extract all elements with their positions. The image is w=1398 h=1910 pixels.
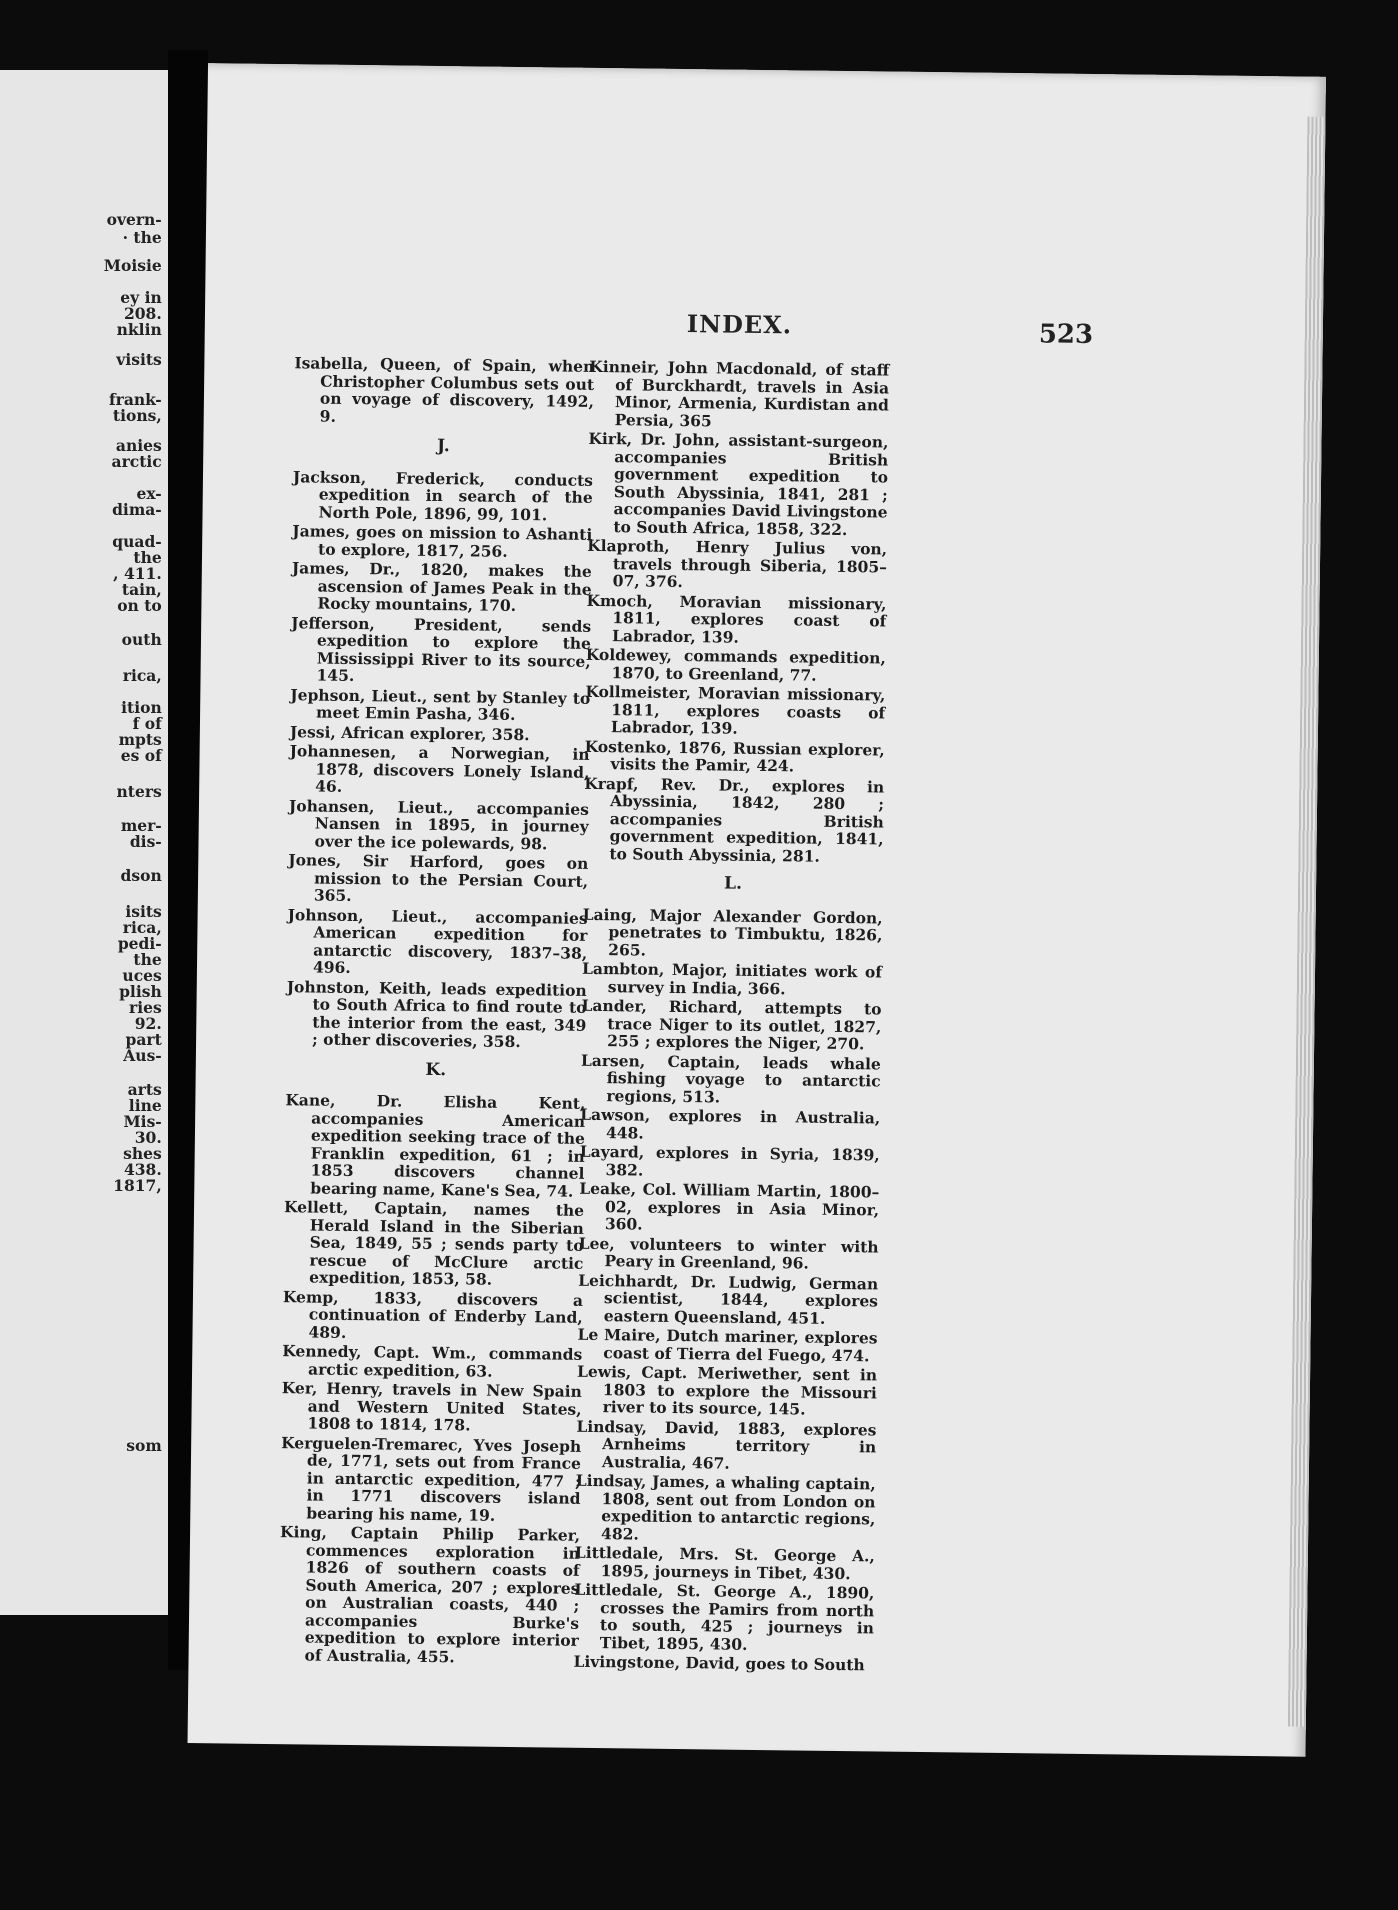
facing-page-text-fragment: , 411. <box>113 564 162 583</box>
facing-page-text-fragment: ition <box>121 698 162 717</box>
index-entry-heading: Leichhardt, <box>578 1270 679 1291</box>
facing-page-text-fragment: som <box>126 1436 162 1455</box>
facing-page-text-fragment: Mis- <box>123 1112 162 1131</box>
index-entry-text: 1833, discovers a continuation of Enderby Land, 489. <box>308 1287 584 1342</box>
index-entry-text: Capt. Meriwether, sent in 1803 to explore the Missouri river to its source, 145. <box>602 1362 878 1419</box>
index-entry <box>287 906 588 980</box>
index-entry-text: David, goes to South <box>679 1653 865 1675</box>
section-letter: K. <box>425 1059 447 1080</box>
index-entry <box>585 683 886 739</box>
index-entry-text: Lieut., sent by Stanley to meet Emin Pasha, 346. <box>316 685 591 724</box>
facing-page-text-fragment: overn- <box>106 210 162 229</box>
index-entry <box>578 1271 879 1327</box>
index-entry-heading: Johnston, <box>286 976 370 997</box>
index-entry <box>582 960 882 999</box>
facing-page-text-fragment: dis- <box>129 832 162 851</box>
facing-page-text-fragment: quad- <box>112 532 162 551</box>
index-entry-heading: Lindsay, <box>575 1470 647 1491</box>
index-entry-text: African explorer, 358. <box>335 722 530 744</box>
facing-page-text-fragment: outh <box>121 630 162 649</box>
index-entry-heading: Livingstone, <box>573 1651 681 1673</box>
index-entry <box>587 537 888 593</box>
index-entry-text: Moravian missionary, 1811, explores coast of Labrador, 139. <box>611 591 887 647</box>
facing-page-text-fragment: 438. <box>123 1160 162 1179</box>
index-entry-heading: Jackson, <box>292 466 367 487</box>
facing-page-text-fragment: 1817, <box>113 1176 162 1195</box>
index-entry-text: St. George A., 1890, crosses the Pamirs from north to south, 425 ; journeys in Tibet, 1895, 430. <box>599 1580 875 1654</box>
facing-page-text-fragment: visits <box>116 350 162 369</box>
facing-page-text-fragment: tain, <box>121 580 162 599</box>
index-entry <box>579 1180 880 1236</box>
facing-page-text-fragment: ex- <box>136 484 162 503</box>
index-entry-text: Dr. Elisha Kent, accompanies American expedition seeking trace of the Franklin expedition, 61 ; in 1853 discovers channel bearing name, Kane's Sea, 74. <box>310 1090 586 1201</box>
facing-page-fragment <box>0 70 170 1615</box>
index-entry <box>577 1363 878 1419</box>
index-entry <box>575 1544 875 1583</box>
index-entry-text: 1876, Russian explorer, visits the Pamir, 424. <box>610 737 885 776</box>
page-edges <box>1288 117 1326 1727</box>
index-entry-heading: Lander, <box>581 995 648 1016</box>
index-entry-heading: Kennedy, <box>282 1341 362 1362</box>
index-entry-heading: Krapf, <box>584 773 639 793</box>
facing-page-text-fragment: es of <box>120 746 162 765</box>
index-entry <box>290 723 590 744</box>
index-entry <box>586 591 887 647</box>
index-entry-text: Moravian missionary, 1811, explores coasts of Labrador, 139. <box>610 683 886 738</box>
facing-page-text-fragment: · the <box>122 228 162 247</box>
index-entry-text: explores in Australia, 448. <box>605 1105 881 1143</box>
index-entry-heading: Johnson, <box>287 904 364 925</box>
facing-page-text-fragment: the <box>133 950 162 969</box>
facing-page-text-fragment: Aus- <box>123 1046 162 1065</box>
index-entry-text: Captain, leads whale fishing voyage to antarctic regions, 513. <box>606 1051 881 1107</box>
index-entry-text: Mrs. St. George A., 1895, journeys in Tibet, 430. <box>600 1543 875 1583</box>
index-entry <box>286 978 587 1052</box>
facing-page-text-fragment: on to <box>117 596 162 615</box>
index-entry <box>579 1143 879 1182</box>
index-entry <box>587 430 888 539</box>
index-entry <box>290 686 590 725</box>
index-entry <box>291 559 592 615</box>
index-entry-text: volunteers to winter with Peary in Greenland, 96. <box>604 1233 879 1273</box>
index-entry-heading: Koldewey, <box>585 644 673 665</box>
index-entry <box>288 797 589 853</box>
facing-page-text-fragment: nklin <box>116 320 162 339</box>
index-entry-heading: Johannesen, <box>289 741 397 762</box>
facing-page-text-fragment: ey in <box>120 288 162 307</box>
index-entry-heading: Lewis, <box>576 1361 632 1382</box>
index-entry <box>282 1342 582 1381</box>
index-entry <box>290 614 591 688</box>
index-entry <box>576 1417 877 1473</box>
index-page <box>188 63 1326 1757</box>
index-entry-text: Col. William Martin, 1800–02, explores in Asia Minor, 360. <box>604 1179 880 1234</box>
index-entry-heading: Jones, <box>288 850 342 870</box>
index-entry <box>575 1472 876 1546</box>
facing-page-text-fragment: 208. <box>123 304 162 323</box>
index-entry-text: President, sends expedition to explore the Mississippi River to its source, 145. <box>316 613 592 686</box>
facing-page-text-fragment: 30. <box>134 1128 162 1147</box>
index-entry <box>292 522 592 561</box>
index-entry-text: Dr. Ludwig, German scientist, 1844, explores eastern Queensland, 451. <box>603 1271 879 1328</box>
index-entry-heading: Kerguelen-Tremarec, <box>281 1432 464 1454</box>
index-entry-text: Richard, attempts to trace Niger to its outlet, 1827, 255 ; explores the Niger, 270. <box>607 996 882 1054</box>
index-entry-heading: James, <box>291 558 350 578</box>
index-entry <box>577 1326 877 1365</box>
index-entry <box>584 737 884 776</box>
index-entry-text: Frederick, conducts expedition in search of the North Pole, 1896, 99, 101. <box>318 467 594 524</box>
index-entry-heading: Kirk, <box>588 428 633 449</box>
facing-page-text-fragment: 92. <box>134 1014 162 1033</box>
facing-page-text-fragment: Moisie <box>103 256 162 275</box>
facing-page-text-fragment: frank- <box>108 390 162 409</box>
index-entry-text: Major, initiates work of survey in India, 366. <box>607 959 883 998</box>
facing-page-text-fragment: anies <box>115 436 162 455</box>
index-entry-heading: King, <box>279 1522 328 1542</box>
running-head: INDEX. <box>686 309 793 340</box>
facing-page-text-fragment: tions, <box>112 406 162 425</box>
index-entry <box>578 1234 878 1273</box>
index-entry-text: Major Alexander Gordon, penetrates to Timbuktu, 1826, 265. <box>608 904 883 960</box>
index-entry-text: James, a whaling captain, 1808, sent out from London on expedition to antarctic regions, 482. <box>600 1471 876 1544</box>
facing-page-text-fragment: isits <box>125 902 162 921</box>
section-letter: L. <box>723 873 743 894</box>
index-entry-heading: James, <box>292 521 351 541</box>
facing-page-text-fragment: pedi- <box>117 934 162 953</box>
index-entry-heading: Lindsay, <box>576 1416 648 1437</box>
facing-page-text-fragment: dima- <box>112 500 162 519</box>
facing-page-text-fragment: arctic <box>111 452 162 471</box>
index-entry <box>589 358 890 432</box>
index-entry <box>586 646 886 685</box>
facing-page-text-fragment: arts <box>127 1080 162 1099</box>
index-entry-text: Captain Philip Parker, commences exploration in 1826 of southern coasts of South America, 207 ; explores on Australian coasts, 440 ; accompanies Burke's expedition to explore interior of Australia, 455. <box>304 1522 581 1666</box>
page-number: 523 <box>1038 319 1094 351</box>
index-entry <box>280 1434 581 1525</box>
facing-page-text-fragment: rica, <box>122 666 162 685</box>
index-entry-text: Lieut., accompanies American expedition for antarctic discovery, 1837–38, 496. <box>312 905 588 977</box>
facing-page-text-fragment: nters <box>116 782 162 801</box>
index-entry <box>294 354 595 428</box>
facing-page-text-fragment: plish <box>119 982 162 1001</box>
index-entry-heading: Littledale, <box>574 1542 664 1563</box>
index-entry-heading: Kmoch, <box>586 590 653 611</box>
index-entry-heading: Kollmeister, <box>585 681 692 703</box>
index-entry <box>282 1288 583 1344</box>
index-entry <box>289 742 590 798</box>
facing-page-text-fragment: ries <box>129 998 162 1017</box>
index-entry-text: Rev. Dr., explores in Abyssinia, 1842, 280 ; accompanies British government expedition, 1841, to South Abyssinia, 281. <box>609 773 885 866</box>
index-entry-heading: Larsen, <box>580 1050 646 1071</box>
index-entry-text: Dr. John, assistant-surgeon, accompanies British government expedition to South Abyssinia, 1841, 281 ; accompanies David Livingstone to South Africa, 1858, 322. <box>613 429 889 539</box>
index-entry-heading: Le Maire, <box>577 1324 661 1345</box>
facing-page-text-fragment: shes <box>123 1144 162 1163</box>
index-entry-heading: Jephson, <box>290 684 366 705</box>
index-entry-text: Sir Harford, goes on mission to the Persian Court, 365. <box>313 850 589 905</box>
index-entry <box>292 468 593 524</box>
index-entry <box>279 1523 581 1667</box>
index-entry <box>288 851 589 907</box>
facing-page-text-fragment: dson <box>120 866 162 885</box>
index-entry <box>580 1106 880 1145</box>
facing-page-text-fragment: line <box>128 1096 162 1115</box>
index-entry-heading: Isabella, <box>294 353 369 374</box>
index-entry-heading: Klaproth, <box>587 535 670 556</box>
index-entry-text: Yves Joseph de, 1771, sets out from France in antarctic expedition, 477 ; in 1771 discovers island bearing his name, 19. <box>306 1434 582 1525</box>
index-entry-heading: Kane, <box>285 1090 336 1110</box>
index-entry-text: Queen, of Spain, when Christopher Columbus sets out on voyage of discovery, 1492, 9. <box>319 354 595 426</box>
index-entry-text: Lieut., accompanies Nansen in 1895, in journey over the ice polewards, 98. <box>314 796 590 853</box>
index-entry-heading: Lawson, <box>580 1104 651 1125</box>
facing-page-text-fragment: f of <box>132 714 162 733</box>
index-entry <box>573 1653 873 1674</box>
index-entry-text: David, 1883, explores Arnheims territory in Australia, 467. <box>601 1417 877 1473</box>
index-entry <box>581 997 882 1053</box>
facing-page-text-fragment: the <box>133 548 162 567</box>
index-entry <box>283 1198 584 1289</box>
index-entry-heading: Layard, <box>579 1141 645 1162</box>
index-entry-heading: Kostenko, <box>584 736 672 757</box>
index-entry-heading: Leake, <box>579 1178 637 1199</box>
facing-page-text-fragment: mer- <box>120 816 162 835</box>
index-entry-heading: Laing, <box>582 904 638 924</box>
index-entry-text: Capt. Wm., commands arctic expedition, 63. <box>307 1342 583 1381</box>
index-entry <box>574 1581 875 1655</box>
index-entry-text: Keith, leads expedition to South Africa to find route to the interior from the east, 349 ; other discoveries, 358. <box>312 977 587 1052</box>
index-entry-heading: Lambton, <box>581 958 665 979</box>
index-entry <box>583 774 884 865</box>
index-entry-text: Henry, travels in New Spain and Western United States, 1808 to 1814, 178. <box>307 1378 582 1435</box>
index-entry <box>580 1051 881 1107</box>
index-entry-heading: Johansen, <box>288 795 375 816</box>
index-entry <box>582 905 883 961</box>
index-entry-text: Captain, names the Herald Island in the Siberian Sea, 1849, 55 ; sends party to rescue of McClure arctic expedition, 1853, 58. <box>309 1197 585 1289</box>
facing-page-text-fragment: uces <box>122 966 162 985</box>
facing-page-text-fragment: part <box>125 1030 162 1049</box>
index-entry-heading: Kinneir, <box>589 356 660 377</box>
index-entry-text: a Norwegian, in 1878, discovers Lonely Island, 46. <box>315 742 590 796</box>
index-entry-heading: Jefferson, <box>291 612 376 633</box>
index-entry-text: John Macdonald, of staff of Burckhardt, travels in Asia Minor, Armenia, Kurdistan and Persia, 365 <box>614 357 890 430</box>
index-entry-text: goes on mission to Ashanti to explore, 1817, 256. <box>318 521 593 561</box>
index-entry-text: commands expedition, 1870, to Greenland, 77. <box>611 645 886 685</box>
index-entry-text: Henry Julius von, travels through Siberia, 1805–07, 376. <box>612 536 888 592</box>
index-entry-heading: Jessi, <box>289 721 336 742</box>
facing-page-text-fragment: rica, <box>122 918 162 937</box>
section-letter: J. <box>436 435 450 457</box>
index-entry-text: Dr., 1820, makes the ascension of James Peak in the Rocky mountains, 170. <box>317 558 592 615</box>
index-entry <box>281 1379 582 1435</box>
index-entry <box>284 1091 585 1200</box>
index-entry-text: Dutch mariner, explores coast of Tierra del Fuego, 474. <box>603 1325 878 1365</box>
index-entry-heading: Lee, <box>578 1233 615 1253</box>
index-entry-heading: Kellett, <box>283 1197 349 1217</box>
facing-page-text-fragment: mpts <box>118 730 162 749</box>
index-entry-heading: Littledale, <box>574 1579 664 1600</box>
index-entry-text: explores in Syria, 1839, 382. <box>605 1142 880 1180</box>
index-column-left <box>278 354 594 1669</box>
index-column-right <box>573 358 889 1676</box>
index-entry-heading: Kemp, <box>282 1286 339 1307</box>
index-entry-heading: Ker, <box>281 1378 318 1398</box>
